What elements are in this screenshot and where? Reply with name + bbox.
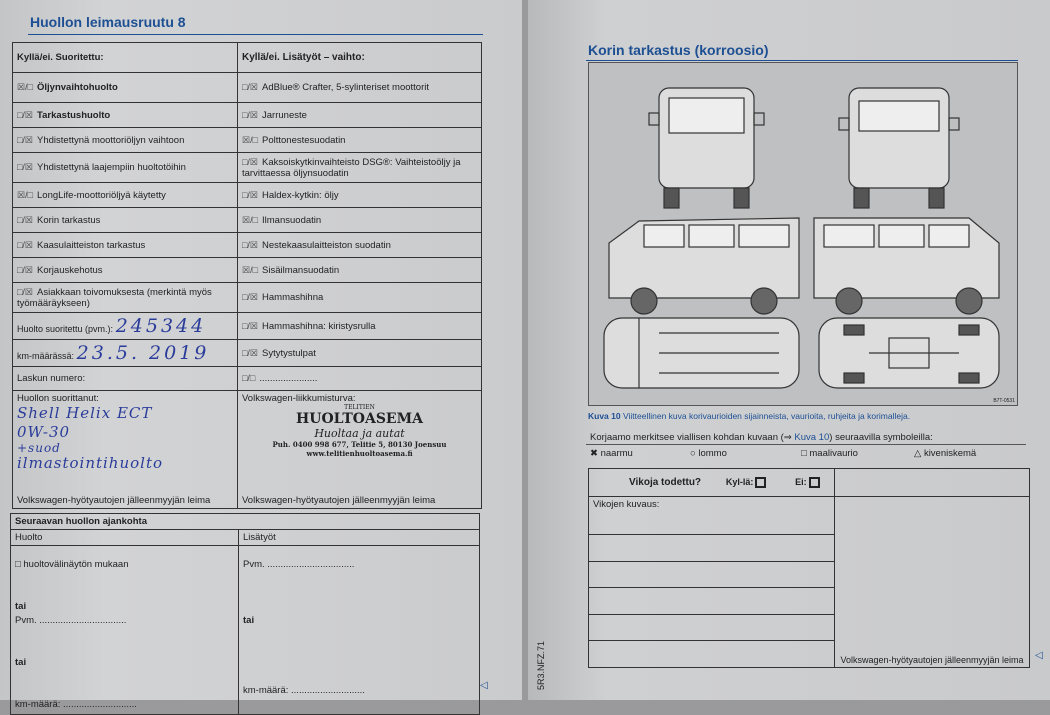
performed-by-cell[interactable]: Huollon suorittanut: Shell Helix ECT 0W-30 +suod ilmastointihuolto Volkswagen-hyötyautojen jälleenmyyjän leima (13, 391, 238, 509)
van-front-view (649, 88, 764, 208)
checkbox-row[interactable]: □/☒ Yhdistettynä laajempiin huoltotöihin (13, 153, 238, 183)
continue-arrow-icon: ◁ (1035, 650, 1043, 661)
vehicle-diagram[interactable] (588, 62, 1018, 406)
checkbox-row[interactable]: □/☒ Korjauskehotus (13, 258, 238, 283)
checkbox-row[interactable]: □/☒ AdBlue® Crafter, 5-sylinteriset moottorit (238, 73, 482, 103)
col-extra: Lisätyöt (239, 530, 480, 546)
symbol-stone-chip: △ kiveniskemä (914, 448, 977, 459)
left-page (0, 0, 522, 710)
checkbox-row[interactable]: □/□ ...................... (238, 367, 482, 391)
page-title: Huollon leimausruutu 8 (30, 14, 186, 30)
checkbox-row[interactable]: □/☒ Korin tarkastus (13, 208, 238, 233)
checkbox-row[interactable]: □/☒ Hammashihna: kiristysrulla (238, 313, 482, 340)
service-date-cell[interactable]: Huolto suoritettu (pvm.): 245344 (13, 313, 238, 340)
side-code: 5R3.NFZ.71 (536, 640, 546, 690)
no-checkbox[interactable] (809, 477, 820, 488)
defects-table (588, 468, 1030, 668)
checkbox-row[interactable]: □/☒ Tarkastushuolto (13, 103, 238, 128)
next-service-left[interactable]: □ huoltovälinäytön mukaan tai Pvm. ................................. tai km-määrä: ............................ (11, 546, 239, 715)
checkbox-row[interactable]: □/☒ Sytytystulpat (238, 340, 482, 367)
defect-line[interactable] (589, 535, 835, 562)
van-side-right (814, 218, 999, 314)
checkbox-row[interactable]: □/☒ Nestekaasulaitteiston suodatin (238, 233, 482, 258)
van-top-view (604, 318, 799, 388)
defect-line[interactable] (589, 561, 835, 588)
handwritten-value: 245344 (115, 315, 207, 337)
van-rear-view (839, 88, 959, 208)
checkbox-row[interactable]: ☒/□ Sisäilmansuodatin (238, 258, 482, 283)
next-service-title: Seuraavan huollon ajankohta (11, 514, 480, 530)
next-service-right[interactable]: Pvm. ................................. tai km-määrä: ............................ (239, 546, 480, 715)
defect-description-field[interactable]: Vikojen kuvaus: (589, 497, 835, 535)
right-page (528, 0, 1050, 700)
symbol-paint-damage: □ maalivaurio (801, 448, 858, 459)
checkbox-row[interactable]: □/☒ Kaksoiskytkinvaihteisto DSG®: Vaihteistoöljy ja tarvittaessa öljynsuodatin (238, 153, 482, 183)
defects-found-row: Vikoja todettu? Kyl-lä: Ei: (589, 469, 835, 497)
handwritten-value: 23.5. 2019 (76, 342, 210, 364)
invoice-number-cell[interactable]: Laskun numero: (13, 367, 238, 391)
checkbox-row[interactable]: ☒/□ Polttonestesuodatin (238, 128, 482, 153)
defect-line[interactable] (589, 614, 835, 641)
handwritten-notes: Shell Helix ECT 0W-30 +suod ilmastointihuolto (17, 404, 164, 472)
van-side-left (609, 218, 799, 314)
symbol-scratch: ✖ naarmu (590, 448, 633, 459)
checkbox-row[interactable]: □/☒ Haldex-kytkin: öljy (238, 183, 482, 208)
defect-line[interactable] (589, 588, 835, 615)
dealer-stamp-cell: Volkswagen-liikkumisturva: TELITIEN HUOLTOASEMA Huoltaa ja autat Puh. 0400 998 677, Telitie 5, 80130 Joensuu www.telitienhuoltoasema.fi Volkswagen-hyötyautojen jälleenmyyjän leima (238, 391, 482, 509)
col-header-done: Kyllä/ei. Suoritettu: (13, 43, 238, 73)
checkbox-row[interactable]: □/☒ Hammashihna (238, 283, 482, 313)
figure-caption: Kuva 10 Viitteellinen kuva korivaurioiden sijainneista, vaurioita, ruhjeita ja korimalleja. (588, 411, 911, 421)
defect-line[interactable] (589, 641, 835, 668)
continue-arrow-icon: ◁ (480, 680, 488, 691)
dealer-stamp: TELITIEN HUOLTOASEMA Huoltaa ja autat Puh. 0400 998 677, Telitie 5, 80130 Joensuu www.telitienhuoltoasema.fi (272, 404, 447, 458)
symbol-instruction: Korjaamo merkitsee viallisen kohdan kuvaan (⇒ Kuva 10) seuraavilla symboleilla: (590, 432, 933, 443)
checkbox-row[interactable]: ☒/□ LongLife-moottoriöljyä käytetty (13, 183, 238, 208)
checkbox-row[interactable]: □/☒ Jarruneste (238, 103, 482, 128)
mileage-cell[interactable]: km-määrässä: 23.5. 2019 (13, 340, 238, 367)
symbol-dent: ○ lommo (690, 448, 727, 459)
checkbox-row[interactable]: □/☒ Asiakkaan toivomuksesta (merkintä myös työmääräykseen) (13, 283, 238, 313)
checkbox-row[interactable]: ☒/□ Ilmansuodatin (238, 208, 482, 233)
figure-code: B7T-0531 (993, 398, 1015, 404)
checkbox-row[interactable]: ☒/□ Öljynvaihtohuolto (13, 73, 238, 103)
figure-link[interactable]: Kuva 10 (794, 432, 830, 443)
dealer-stamp-area: Volkswagen-hyötyautojen jälleenmyyjän leima (835, 497, 1030, 668)
checkbox-row[interactable]: □/☒ Yhdistettynä moottoriöljyn vaihtoon (13, 128, 238, 153)
col-service: Huolto (11, 530, 239, 546)
yes-checkbox[interactable] (755, 477, 766, 488)
checkbox-row[interactable]: □/☒ Kaasulaitteiston tarkastus (13, 233, 238, 258)
service-table (12, 42, 482, 509)
next-service-table (10, 513, 480, 715)
col-header-extra: Kyllä/ei. Lisätyöt – vaihto: (238, 43, 482, 73)
page-title: Korin tarkastus (korroosio) (588, 42, 769, 58)
van-underside-view (819, 318, 999, 388)
